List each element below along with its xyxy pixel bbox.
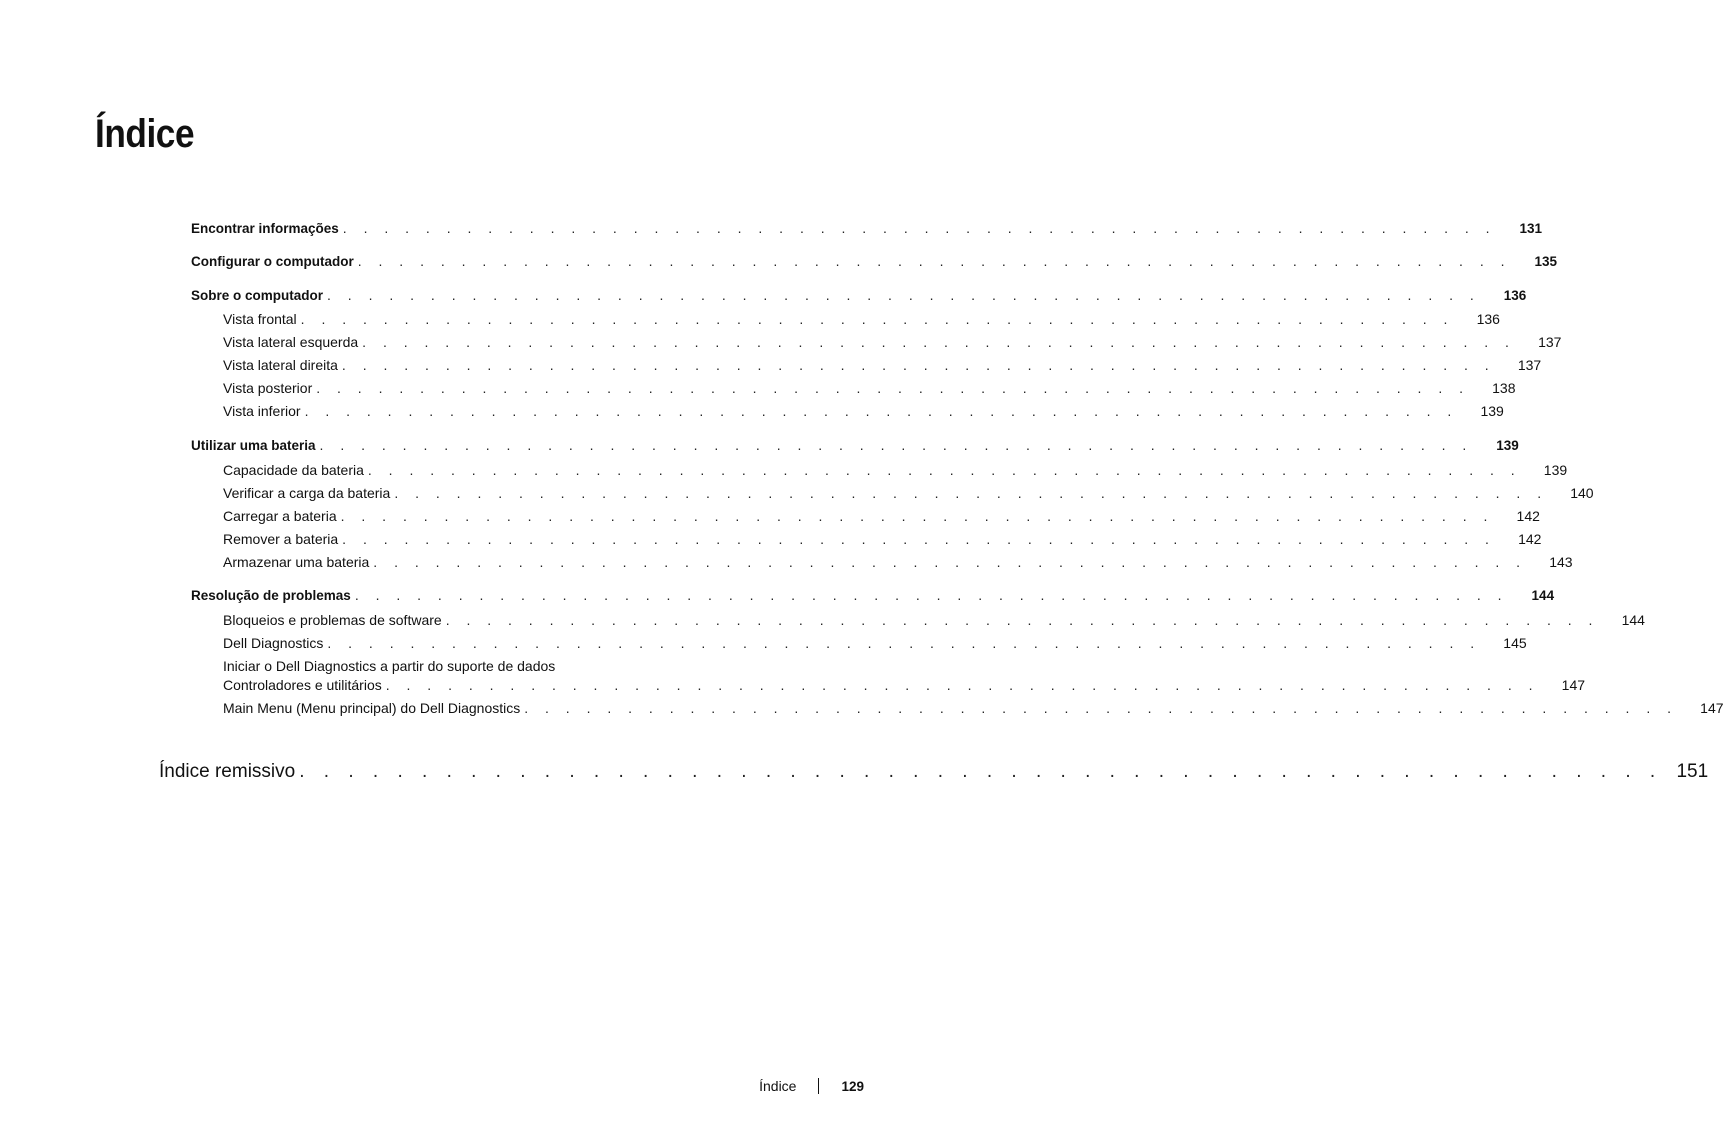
toc-entry-label: Remover a bateria [223, 531, 339, 547]
dot-leader: . . . . . . . . . . . . . . . . . . . . . . . . . . . . . . . . . . . . . . . . . . . . . . . . . . . . . . . . [385, 677, 1540, 693]
toc-entry-label: Vista lateral direita [223, 357, 338, 373]
toc-entry-label: Vista lateral esquerda [223, 334, 359, 350]
toc-entry[interactable] [191, 287, 1527, 303]
toc-subentry[interactable] [223, 677, 1586, 693]
toc-entry-label: Armazenar uma bateria [223, 554, 370, 570]
dot-leader: . . . . . . . . . . . . . . . . . . . . . . . . . . . . . . . . . . . . . . . . . . . . . . . . . . . . . . . . [340, 508, 1494, 524]
toc-entry-page: 147 [1561, 677, 1586, 693]
toc-subentry[interactable] [223, 380, 1516, 396]
toc-subentry-heading[interactable]: Iniciar o Dell Diagnostics a partir do suporte de dados [223, 658, 556, 674]
dot-leader: . . . . . . . . . . . . . . . . . . . . . . . . . . . . . . . . . . . . . . . . . . . . . . . . . . . . . . . . [362, 334, 1516, 350]
toc-entry-label: Resolução de problemas [191, 588, 351, 603]
toc-entry-label: Bloqueios e problemas de software [223, 612, 442, 628]
toc-entry-label: Vista frontal [223, 311, 297, 327]
toc-subentry[interactable] [223, 334, 1562, 350]
toc-entry-page: 137 [1538, 334, 1562, 350]
toc-entry-label: Capacidade da bateria [223, 462, 364, 478]
toc-subentry[interactable] [223, 403, 1504, 419]
footer-page-number: 129 [841, 1078, 864, 1094]
dot-leader: . . . . . . . . . . . . . . . . . . . . . . . . . . . . . . . . . . . . . . . . . . . . . . . . . . . . . . . . [327, 635, 1481, 651]
toc-entry-page: 139 [1480, 403, 1504, 419]
toc-entry-page: 142 [1516, 508, 1540, 524]
toc-entry-page: 136 [1476, 311, 1500, 327]
toc-entry-page: 139 [1496, 438, 1519, 453]
toc-entry-page: 144 [1531, 588, 1555, 603]
toc-entry-label: Verificar a carga da bateria [223, 485, 391, 501]
dot-leader: . . . . . . . . . . . . . . . . . . . . . . . . . . . . . . . . . . . . . . . . . . . . . . . . . . . . . . . . [300, 311, 1454, 327]
dot-leader: . . . . . . . . . . . . . . . . . . . . . . . . . . . . . . . . . . . . . . . . . . . . . . . . . . . . . . . . [524, 700, 1678, 716]
toc-subentry[interactable] [223, 554, 1573, 570]
toc-entry-page: 151 [1676, 761, 1709, 782]
dot-leader: . . . . . . . . . . . . . . . . . . . . . . . . . . . . . . . . . . . . . . . . . . . . . . . . . . . . . . . . [327, 287, 1481, 303]
toc-subentry[interactable] [223, 700, 1724, 716]
footer-divider [818, 1078, 819, 1094]
toc-entry-page: 135 [1534, 254, 1558, 269]
dot-leader: . . . . . . . . . . . . . . . . . . . . . . . . . . . . . . . . . . . . . . . . . . . . . . . . . . . . . . . . [299, 761, 1663, 782]
toc-entry-page: 137 [1517, 357, 1542, 373]
toc-entry-page: 136 [1503, 288, 1527, 303]
toc-entry-page: 144 [1621, 612, 1645, 628]
dot-leader: . . . . . . . . . . . . . . . . . . . . . . . . . . . . . . . . . . . . . . . . . . . . . . . . . . . . . . . . [394, 485, 1548, 501]
toc-subentry[interactable] [223, 357, 1542, 373]
toc-entry[interactable] [191, 220, 1543, 236]
toc-entry-label: Controladores e utilitários [223, 677, 382, 693]
toc-entry[interactable] [191, 253, 1558, 269]
footer-section-title: Índice [759, 1078, 797, 1094]
page-footer [759, 1078, 864, 1094]
toc-entry-page: 142 [1518, 531, 1542, 547]
toc-subentry[interactable] [223, 531, 1542, 547]
dot-leader: . . . . . . . . . . . . . . . . . . . . . . . . . . . . . . . . . . . . . . . . . . . . . . . . . . . . . . . . [367, 462, 1522, 478]
toc-entry-page: 143 [1549, 554, 1573, 570]
toc-entry-label: Encontrar informações [191, 221, 339, 236]
toc-entry-page: 140 [1570, 485, 1594, 501]
dot-leader: . . . . . . . . . . . . . . . . . . . . . . . . . . . . . . . . . . . . . . . . . . . . . . . . . . . . . . . . [319, 437, 1473, 453]
toc-entry-label: Vista posterior [223, 380, 313, 396]
toc-subentry[interactable] [223, 462, 1568, 478]
toc-subentry[interactable] [223, 485, 1594, 501]
toc-subentry[interactable] [223, 635, 1527, 651]
toc-subentry[interactable] [223, 311, 1500, 327]
toc-entry-page: 145 [1503, 635, 1527, 651]
dot-leader: . . . . . . . . . . . . . . . . . . . . . . . . . . . . . . . . . . . . . . . . . . . . . . . . . . . . . . . . [304, 403, 1458, 419]
toc-subentry[interactable] [223, 508, 1540, 524]
toc-entry-label: Utilizar uma bateria [191, 438, 316, 453]
toc-entry-label: Main Menu (Menu principal) do Dell Diagnostics [223, 700, 521, 716]
toc-entry-label: Carregar a bateria [223, 508, 337, 524]
dot-leader: . . . . . . . . . . . . . . . . . . . . . . . . . . . . . . . . . . . . . . . . . . . . . . . . . . . . . . . . [354, 587, 1509, 603]
toc-subentry[interactable] [223, 612, 1645, 628]
toc-entry-label: Sobre o computador [191, 288, 324, 303]
dot-leader: . . . . . . . . . . . . . . . . . . . . . . . . . . . . . . . . . . . . . . . . . . . . . . . . . . . . . . . . [357, 253, 1512, 269]
page-title: Índice [95, 112, 195, 156]
toc-entry-page: 147 [1700, 700, 1724, 716]
toc-entry-page: 138 [1492, 380, 1516, 396]
toc-entry[interactable] [191, 437, 1519, 453]
dot-leader: . . . . . . . . . . . . . . . . . . . . . . . . . . . . . . . . . . . . . . . . . . . . . . . . . . . . . . . . [342, 220, 1497, 236]
toc-entry-label: Índice remissivo [159, 761, 296, 782]
toc-entry-label: Vista inferior [223, 403, 301, 419]
toc-top-entry[interactable] [159, 761, 1709, 783]
toc-entry-label: Configurar o computador [191, 254, 354, 269]
toc-entry[interactable] [191, 587, 1555, 603]
toc-entry-label: Dell Diagnostics [223, 635, 324, 651]
dot-leader: . . . . . . . . . . . . . . . . . . . . . . . . . . . . . . . . . . . . . . . . . . . . . . . . . . . . . . . . [373, 554, 1527, 570]
toc-entry-page: 131 [1519, 221, 1543, 236]
dot-leader: . . . . . . . . . . . . . . . . . . . . . . . . . . . . . . . . . . . . . . . . . . . . . . . . . . . . . . . . [445, 612, 1599, 628]
dot-leader: . . . . . . . . . . . . . . . . . . . . . . . . . . . . . . . . . . . . . . . . . . . . . . . . . . . . . . . . [342, 531, 1496, 547]
toc-entry-page: 139 [1543, 462, 1568, 478]
dot-leader: . . . . . . . . . . . . . . . . . . . . . . . . . . . . . . . . . . . . . . . . . . . . . . . . . . . . . . . . [341, 357, 1496, 373]
dot-leader: . . . . . . . . . . . . . . . . . . . . . . . . . . . . . . . . . . . . . . . . . . . . . . . . . . . . . . . . [316, 380, 1470, 396]
